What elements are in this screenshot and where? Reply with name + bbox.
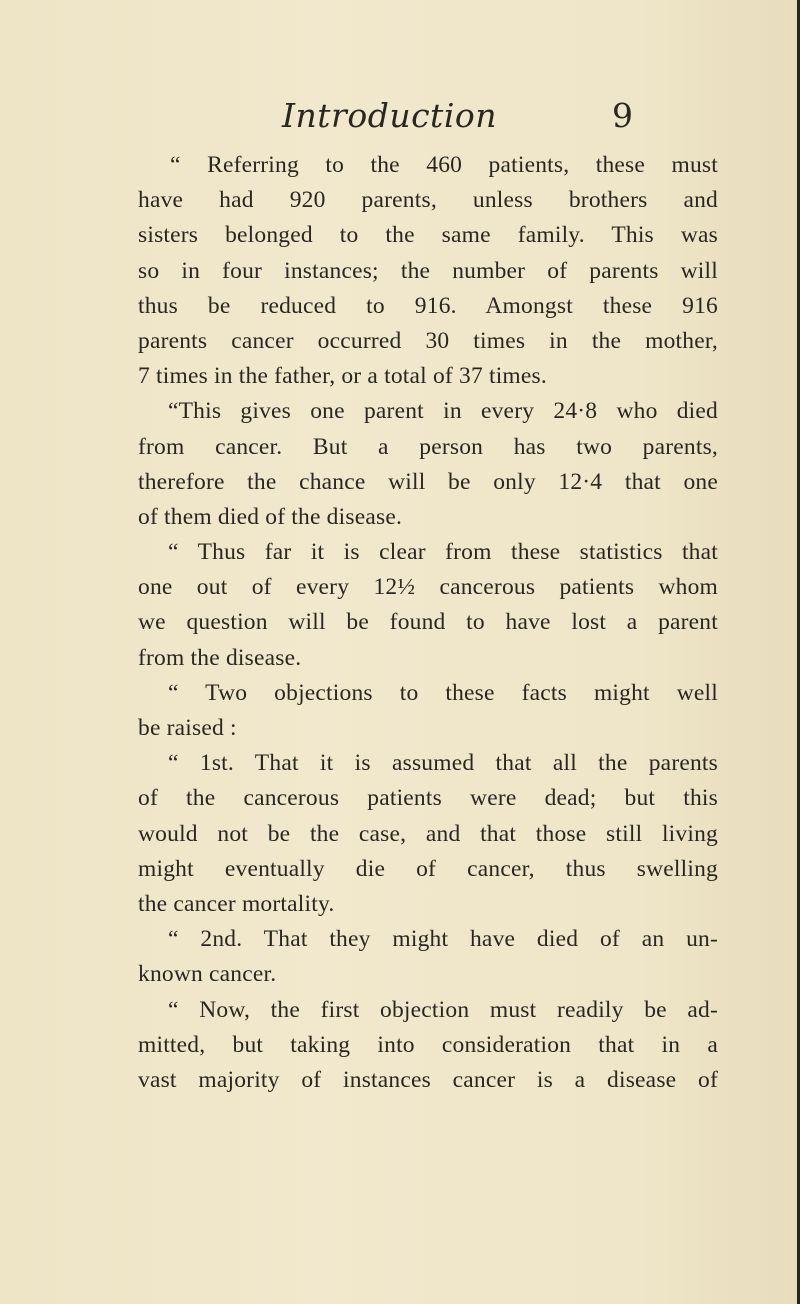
text-line: from the disease. [138, 644, 302, 671]
text-line: mitted, but taking into consideration that in a [138, 1031, 718, 1058]
page-number: 9 [612, 96, 633, 135]
text-line: would not be the case, and that those still living [138, 820, 718, 847]
text-line: of the cancerous patients were dead; but this [138, 785, 718, 812]
text-line: “ 2nd. That they might have died of an un- [168, 926, 718, 953]
body-text [138, 148, 718, 1098]
text-line: known cancer. [138, 961, 277, 988]
text-line: “ 1st. That it is assumed that all the parents [168, 750, 718, 777]
text-line: vast majority of instances cancer is a disease of [138, 1066, 718, 1093]
running-head-title: Introduction [282, 96, 497, 135]
text-line: from cancer. But a person has two parents, [138, 433, 718, 460]
text-line: of them died of the disease. [138, 503, 403, 530]
text-line: “ Referring to the 460 patients, these must [170, 152, 718, 178]
text-line: thus be reduced to 916. Amongst these 916 [138, 292, 718, 319]
text-line: therefore the chance will be only 12·4 that one [138, 468, 718, 495]
text-line: one out of every 12½ cancerous patients whom [138, 574, 718, 601]
text-line: have had 920 parents, unless brothers and [138, 187, 718, 214]
text-line: might eventually die of cancer, thus swelling [138, 855, 718, 882]
text-line: we question will be found to have lost a parent [138, 609, 718, 636]
text-line: the cancer mortality. [138, 890, 335, 917]
text-line: “ Two objections to these facts might well [168, 679, 718, 706]
text-line: so in four instances; the number of parents will [138, 257, 718, 284]
text-line: be raised : [138, 715, 237, 741]
text-line: sisters belonged to the same family. This was [138, 222, 718, 249]
text-line: “This gives one parent in every 24·8 who died [168, 398, 718, 425]
text-line: parents cancer occurred 30 times in the mother, [138, 327, 718, 354]
running-head [0, 96, 800, 144]
text-line: “ Now, the first objection must readily be ad- [168, 996, 718, 1023]
text-line: 7 times in the father, or a total of 37 times. [138, 363, 547, 390]
text-line: “ Thus far it is clear from these statistics that [168, 539, 718, 566]
